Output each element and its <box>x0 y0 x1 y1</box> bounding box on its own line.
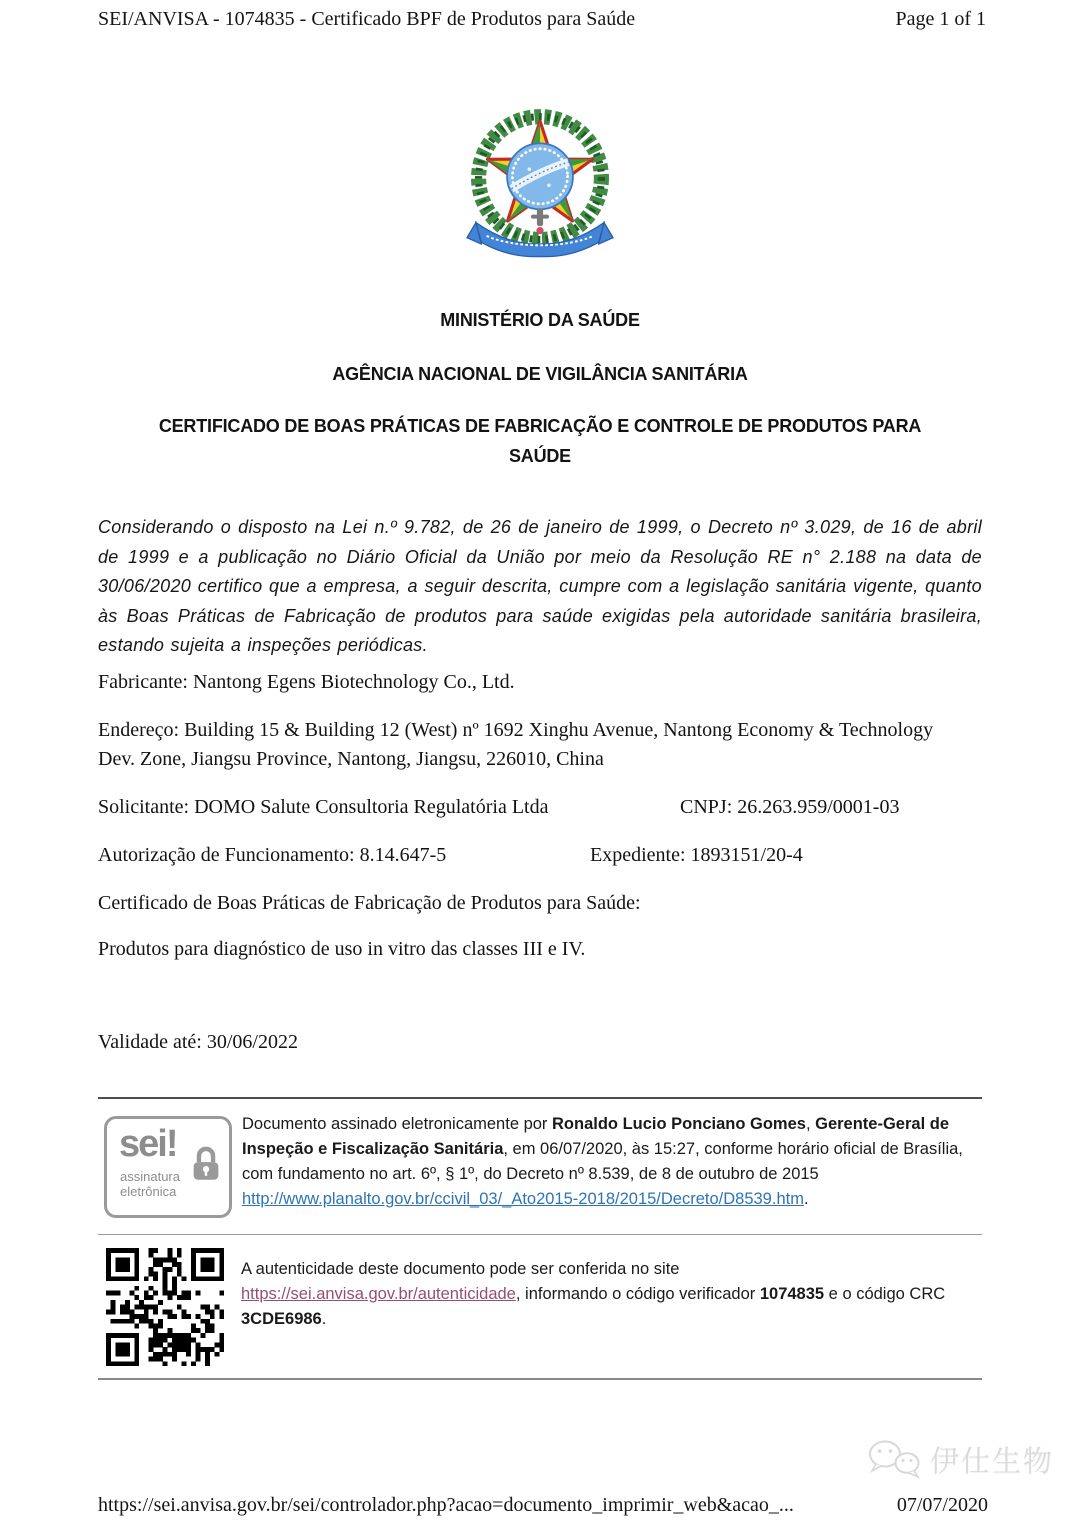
signer-role: Gerente-Geral de Inspeção e Fiscalização Sanitária <box>242 1115 950 1158</box>
endereco-line: Endereço: Building 15 & Building 12 (West) nº 1692 Xinghu Avenue, Nantong Economy & Technology Dev. Zone, Jiangsu Province, Nantong, Jiangsu, 226010, China <box>98 719 934 770</box>
footer-url: https://sei.anvisa.gov.br/sei/controlador.php?acao=documento_imprimir_web&acao_... <box>98 1494 794 1516</box>
signer-name: Ronaldo Lucio Ponciano Gomes <box>552 1115 806 1133</box>
signature-text-middle: , em 06/07/2020, às 15:27, conforme horário oficial de Brasília, com fundamento no art. 6º, § 1º, do Decreto nº 8.539, de 8 de outubro de 2015 <box>242 1140 963 1183</box>
verification-statement <box>241 1248 953 1366</box>
sei-caption: assinatura eletrônica <box>120 1169 180 1199</box>
verification-row <box>98 1235 982 1380</box>
signature-table <box>98 1097 982 1380</box>
agency-title: AGÊNCIA NACIONAL DE VIGILÂNCIA SANITÁRIA <box>332 364 748 384</box>
sei-logo-text: sei! <box>119 1123 177 1165</box>
wechat-bubbles-icon <box>865 1438 923 1480</box>
brazil-coat-of-arms-icon <box>451 100 629 266</box>
watermark-text: 伊仕生物 <box>929 1445 1054 1478</box>
verifier-code: 1074835 <box>759 1285 825 1303</box>
verification-line1: A autenticidade deste documento pode ser conferida no site <box>241 1260 680 1278</box>
autenticidade-link[interactable]: https://sei.anvisa.gov.br/autenticidade <box>241 1285 516 1303</box>
legal-preamble: Considerando o disposto na Lei n.º 9.782, de 26 de janeiro de 1999, o Decreto nº 3.029, de 16 de abril de 1999 e a publicação no Diário Oficial da União por meio da Resolução RE n° 2.188 na data de 30/06/2020 certifico que a empresa, a seguir descrita, cumpre com a legislação sanitária vigente, quanto às Boas Práticas de Fabricação de produtos para saúde exigidas pela autoridade sanitária brasileira, estando sujeita a inspeções periódicas. <box>98 517 982 655</box>
footer-date: 07/07/2020 <box>896 1494 988 1516</box>
header-page-number: Page 1 of 1 <box>895 8 986 30</box>
watermark <box>865 1438 1054 1480</box>
crc-code: 3CDE6986 <box>241 1310 322 1328</box>
autorizacao-value: Autorização de Funcionamento: 8.14.647-5 <box>98 844 447 866</box>
qr-code <box>106 1248 224 1366</box>
cnpj-value: CNPJ: 26.263.959/0001-03 <box>680 796 900 818</box>
ministry-title: MINISTÉRIO DA SAÚDE <box>440 310 640 330</box>
signature-row <box>98 1097 982 1235</box>
decreto-link[interactable]: http://www.planalto.gov.br/ccivil_03/_Ato2015-2018/2015/Decreto/D8539.htm <box>242 1190 804 1208</box>
padlock-icon <box>191 1143 221 1183</box>
validade-line: Validade até: 30/06/2022 <box>98 1031 298 1053</box>
header-document-title: SEI/ANVISA - 1074835 - Certificado BPF de Produtos para Saúde <box>98 8 636 30</box>
verification-line2: https://sei.anvisa.gov.br/autenticidade, informando o código verificador 1074835 e o código CRC 3CDE6986. <box>241 1285 946 1328</box>
fabricante-line: Fabricante: Nantong Egens Biotechnology Co., Ltd. <box>98 671 515 693</box>
sei-signature-stamp-icon <box>104 1116 232 1218</box>
signature-statement: Documento assinado eletronicamente por Ronaldo Lucio Ponciano Gomes, Gerente-Geral de Inspeção e Fiscalização Sanitária, em 06/07/2020, às 15:27, conforme horário oficial de Brasília, com fundamento no art. 6º, § 1º, do Decreto nº 8.539, de 8 de outubro de 2015 http://www.planalto.gov.br/ccivil_03/_Ato2015-2018/2015/Decreto/D8539.htm. <box>242 1115 963 1208</box>
certificate-title-line2: SAÚDE <box>508 446 571 466</box>
signature-text-prefix: Documento assinado eletronicamente por <box>242 1115 553 1133</box>
certificate-title-line1: CERTIFICADO DE BOAS PRÁTICAS DE FABRICAÇÃO E CONTROLE DE PRODUTOS PARA <box>158 416 922 436</box>
print-footer <box>98 1494 988 1517</box>
solicitante-value: Solicitante: DOMO Salute Consultoria Regulatória Ltda <box>98 796 549 818</box>
print-header <box>98 8 986 31</box>
produtos-line: Produtos para diagnóstico de uso in vitro das classes III e IV. <box>98 938 586 960</box>
expediente-value: Expediente: 1893151/20-4 <box>590 844 803 866</box>
certificado-label: Certificado de Boas Práticas de Fabricação de Produtos para Saúde: <box>98 892 641 914</box>
